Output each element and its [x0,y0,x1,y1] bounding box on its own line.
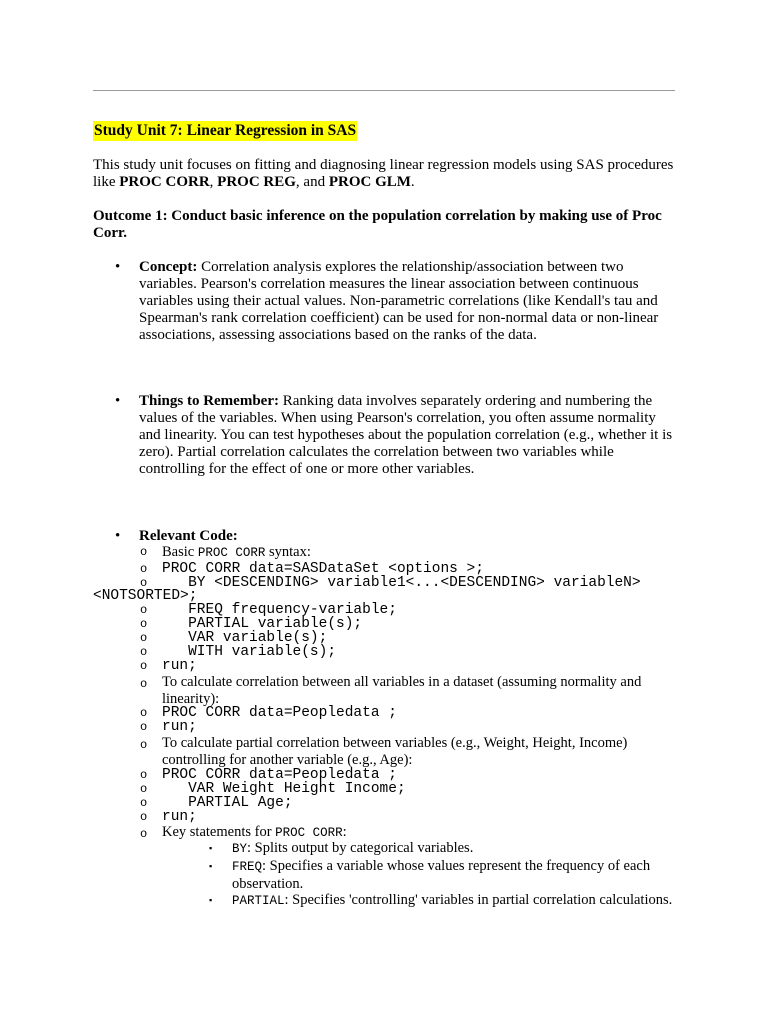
remember-label: Things to Remember: [139,393,279,409]
sub-marker: o [140,738,148,752]
concept-body: Correlation analysis explores the relationship/association between two variables. Pearson's correlation measures the linear association between continuous variables using their actual values. Non-parametric correlations (like Kendall's tau and Spearman's rank correlation coefficient) can be used for non-normal data or non-linear associations, assessing associations based on the ranks of the data. [139,259,659,343]
code-line: run; [162,658,197,674]
code-line: PARTIAL Age; [162,795,293,811]
code-line: PROC CORR data=SASDataSet <options >; [162,561,484,577]
page-title: Study Unit 7: Linear Regression in SAS [94,122,357,139]
code-line: WITH variable(s); [162,644,337,660]
key-prefix: Key statements for [162,824,276,840]
code-line: PARTIAL variable(s); [162,616,363,632]
intro-paragraph [93,157,675,191]
code-line: VAR variable(s); [162,630,328,646]
sub-marker: o [140,617,148,631]
sub-marker: o [140,810,148,824]
concept-label: Concept: [139,259,198,275]
sub-marker: o [140,645,148,659]
proc-glm-term: PROC GLM [328,174,411,190]
sub-item [140,809,675,825]
sub-item [140,674,675,708]
sub-item [140,575,675,591]
proc-corr-term: PROC CORR [119,174,210,190]
outcome-heading: Outcome 1: Conduct basic inference on the population correlation by making use of Proc Corr. [93,208,662,241]
code-continuation [93,588,699,604]
subsub-text: : Splits output by categorical variables. [247,840,474,856]
inline-code: PARTIAL [232,894,285,908]
sub-marker: o [140,659,148,673]
sub-marker: o [140,768,148,782]
bullet-marker: • [115,393,121,409]
code-line: <NOTSORTED>; [93,588,198,604]
inline-code: PROC CORR [275,826,343,840]
sub-item [140,795,675,811]
intro-text: This study unit focuses on fitting and diagnosing linear regression models using SAS procedures like [93,157,674,190]
sub-item [140,544,675,560]
sub-item [140,630,675,646]
key-suffix: : [342,824,347,840]
code-line: PROC CORR data=Peopledata ; [162,767,397,783]
subsub-text: : Specifies 'controlling' variables in partial correlation calculations. [284,892,673,908]
sub-item [140,658,675,674]
sub-item [140,719,675,735]
bullet-marker: • [115,528,121,544]
sub-marker: o [140,677,148,691]
intro-end: . [410,174,415,190]
inline-code: BY [232,842,248,856]
sub-marker: o [140,631,148,645]
sub-item [140,735,675,769]
intro-separator: , [209,174,218,190]
sub-marker: o [140,827,148,841]
code-line: VAR Weight Height Income; [162,781,406,797]
code-line: FREQ frequency-variable; [162,602,397,618]
sub-marker: o [140,796,148,810]
code-line: run; [162,809,197,825]
square-marker: ▪ [209,843,213,853]
sub-item [140,644,675,660]
subsub-item-partial [209,892,675,910]
basic-suffix: syntax: [265,544,311,560]
intro-separator: , and [295,174,329,190]
sub-marker: o [140,603,148,617]
horizontal-rule [93,90,675,91]
bullet-marker: • [115,259,121,275]
inline-code: FREQ [232,860,263,874]
square-marker: ▪ [209,861,213,871]
basic-syntax-line [162,545,675,560]
sub-item [140,705,675,721]
code-line: BY <DESCENDING> variable1<...<DESCENDING> variableN> [162,575,641,591]
code-line: run; [162,719,197,735]
sub-text: To calculate partial correlation between variables (e.g., Weight, Height, Income) controlling for another variable (e.g., Age): [162,735,628,768]
inline-code: PROC CORR [197,546,266,560]
sub-marker: o [140,782,148,796]
sub-marker: o [140,562,148,576]
sub-marker: o [140,720,148,734]
subsub-item-by [209,840,675,858]
sub-item [140,781,675,797]
sub-item [140,602,675,618]
code-label: Relevant Code: [139,528,238,544]
square-marker: ▪ [209,895,213,905]
subsub-text: : Specifies a variable whose values represent the frequency of each observation. [232,858,651,892]
sub-marker: o [140,706,148,720]
remember-text [139,393,675,478]
basic-prefix: Basic [162,544,198,560]
sub-marker: o [140,545,148,559]
sub-marker: o [140,576,148,590]
sub-text: To calculate correlation between all variables in a dataset (assuming normality and linearity): [162,674,642,707]
sub-item [140,767,675,783]
subsub-item-freq [209,858,675,893]
proc-reg-term: PROC REG [217,174,296,190]
sub-item [140,561,675,577]
code-line: PROC CORR data=Peopledata ; [162,705,397,721]
concept-text [139,259,675,344]
remember-body: Ranking data involves separately ordering and numbering the values of the variables. When using Pearson's correlation, you often assume normality and linearity. You can test hypotheses about the population correlation (e.g., whether it is zero). Partial correlation calculates the correlation between two variables while controlling for the effect of one or more other variables. [139,393,673,477]
sub-item [140,616,675,632]
